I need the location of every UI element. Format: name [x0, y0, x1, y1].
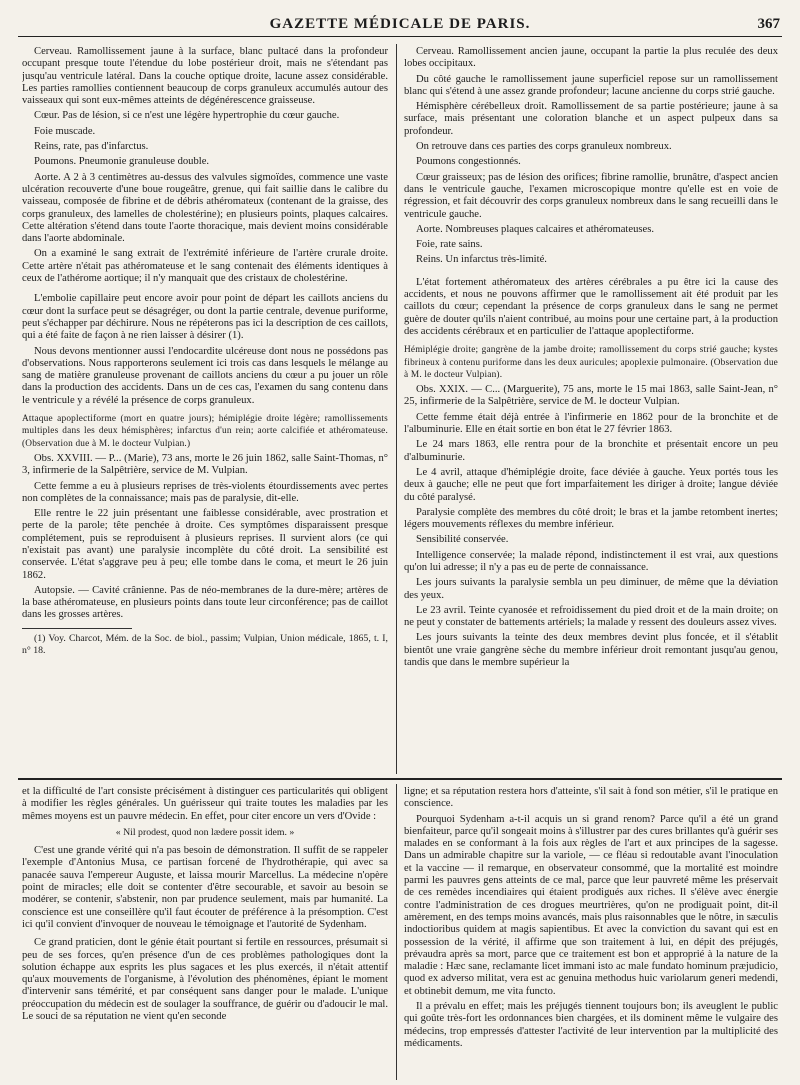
column-divider — [396, 44, 397, 774]
paragraph: Cœur graisseux; pas de lésion des orifices; fibrine ramollie, brunâtre, d'aspect ancien dans le ventricule gauche, l'examen microscopique montre qu'elle est en voie de régression, et fait découvrir des corps granuleux nombreux dans le sang recueilli dans le ventricule gauche. — [404, 171, 778, 220]
paragraph: Poumons congestionnés. — [416, 156, 521, 168]
paragraph: Foie, rate sains. — [416, 239, 483, 251]
section-divider — [18, 778, 782, 780]
paragraph: Il a prévalu en effet; mais les préjugés tiennent toujours bon; ils aveuglent le public qui goûte très-fort les ordonnances bien chargées, et ils dominent même le vulgaire des médecins, trop empressés d'attester l'activité de leur intervention par la multiplicité des médicaments. — [404, 1001, 778, 1049]
paragraph: Hémisphère cérébelleux droit. Ramollissement de sa partie postérieure; jaune à sa surface, mais présentant une coloration blanche et un aspect pulpeux dans sa profondeur. — [404, 101, 778, 137]
paragraph: Obs. XXIX. — C... (Marguerite), 75 ans, morte le 15 mai 1863, salle Saint-Jean, n° 25, infirmerie de la Salpêtrière, service de M. le docteur Vulpian. — [404, 384, 778, 408]
paragraph: Cette femme a eu à plusieurs reprises de très-violents étourdissements avec pertes non complètes de la connaissance; mais pas de paralysie, dit-elle. — [22, 480, 388, 504]
paragraph: Intelligence conservée; la malade répond, indistinctement il est vrai, aux questions qu'on lui adresse; il n'y a pas eu de perte de connaissance. — [404, 549, 778, 573]
bottom-left-column — [22, 786, 388, 1078]
paragraph: C'est une grande vérité qui n'a pas besoin de démonstration. Il suffit de se rappeler l'exemple d'Antonius Musa, ce partisan forcené de l'hydrothérapie, qui avec sa panacée sauva l'empereur Auguste, et laissa mourir Marcellus. La médecine n'opère point de miracles; elle doit se contenter d'être secourable, et savoir au besoin se modérer, se contenir, s'abstenir, non par prudence seulement, mais par humanité. La conscience est une conseillère qu'il faut écouter de préférence à la présomption. C'est ici qu'il convient d'invoquer de nouveau le témoignage et l'autorité de Sydenham. — [22, 845, 388, 930]
paragraph: Autopsie. — Cavité crânienne. Pas de néo-membranes de la dure-mère; artères de la base athéromateuse, en plusieurs points dans toute leur circonférence; pas de caillot dans les grosses artères. — [22, 584, 388, 621]
page-number: 367 — [757, 16, 780, 32]
paragraph: Cerveau. Ramollissement jaune à la surface, blanc pultacé dans la profondeur occupant presque toute l'étendue du lobe postérieur droit, mais ne s'étendant pas jusqu'au ventricule latéral. Dans la couche optique droite, lacune assez considérable. Les parties ramollies contiennent beaucoup de corps granuleux accumulés autour des vaisseaux qui sont eux-mêmes atteints de dégénérescence graisseuse. — [22, 46, 388, 107]
paragraph: Le 24 mars 1863, elle rentra pour de la bronchite et présentait encore un peu d'albuminurie. — [404, 439, 778, 463]
paragraph: ligne; et sa réputation restera hors d'atteinte, s'il sait à fond son métier, s'il le pratique en conscience. — [404, 786, 778, 810]
page-header — [18, 14, 782, 37]
paragraph: Le 4 avril, attaque d'hémiplégie droite, face déviée à gauche. Yeux portés tous les deux à gauche; elle ne peut que fort imparfaitement les diriger à droite; langue déviée du côté paralysé. — [404, 466, 778, 503]
bottom-right-column — [404, 786, 778, 1078]
paragraph: Ce grand praticien, dont le génie était pourtant si fertile en ressources, présumait si peu de ses forces, qu'en présence d'un de ces problèmes pathologiques dont la solution échappe aux esprits les plus sagaces et les plus exercés, il n'était attentif qu'aux mouvements de l'organisme, à l'évolution des phénomènes, épiant le moment d'intervenir sans témérité, et par conséquent sans danger pour le malade. L'unique préoccupation du médecin est de soulager la souffrance, de guérir ou d'adoucir le mal. Le souci de sa réputation ne vient qu'en seconde — [22, 937, 388, 1023]
top-left-column — [22, 46, 388, 774]
paragraph: Le 23 avril. Teinte cyanosée et refroidissement du pied droit et de la main droite; on ne peut y constater de battements artériels; la malade y ressent des douleurs assez vives. — [404, 604, 778, 629]
paragraph: Poumons. Pneumonie granuleuse double. — [34, 156, 210, 168]
paragraph: Du côté gauche le ramollissement jaune superficiel repose sur un ramollissement blanc qui s'étend à une assez grande profondeur; lacune ancienne du corps strié gauche. — [404, 73, 778, 97]
paragraph: Cerveau. Ramollissement ancien jaune, occupant la partie la plus reculée des deux lobes occipitaux. — [404, 46, 778, 70]
paragraph: Nous devons mentionner aussi l'endocardite ulcéreuse dont nous ne possédons pas d'observations. Nous rapporterons seulement ici trois cas dans lesquels le mélange au sang de matière granuleuse provenant de caillots anciens du cœur a pu jouer un rôle dans la production des accidents. Dans un de ces cas, l'examen du sang contenu dans le ventricule y a révélé la présence de corps granuleux. — [22, 345, 388, 406]
quotation: « Nil prodest, quod non lædere possit idem. » — [115, 826, 295, 838]
paragraph: Aorte. Nombreuses plaques calcaires et athéromateuses. — [416, 223, 654, 235]
paragraph: Les jours suivants la teinte des deux membres devint plus foncée, et il s'établit bientôt une vraie gangrène sèche du membre inférieur droit remontant jusqu'au genou, tandis que dans le membre supérieur la — [404, 632, 778, 669]
paragraph: Paralysie complète des membres du côté droit; le bras et la jambe retombent inertes; légers mouvements réflexes du membre inférieur. — [404, 506, 778, 531]
footnote: (1) Voy. Charcot, Mém. de la Soc. de biol., passim; Vulpian, Union médicale, 1865, t. I, n° 18. — [22, 632, 388, 657]
paragraph: Cœur. Pas de lésion, si ce n'est une légère hypertrophie du cœur gauche. — [34, 110, 340, 122]
paragraph: L'embolie capillaire peut encore avoir pour point de départ les caillots anciens du cœur dont la surface peut se désagréger, ou dont la partie centrale, devenue puriforme, peut s'échapper par déchirure. Nous ne répéterons pas ici la description de ces caillots, qui a été faite de façon à ne rien laisser à désirer (1). — [22, 293, 388, 342]
footnote-divider — [22, 628, 132, 629]
paragraph: Aorte. A 2 à 3 centimètres au-dessus des valvules sigmoïdes, commence une vaste ulcération recouverte d'une boue rougeâtre, grenue, qui fait saillie dans le calibre du vaisseau, composée de fibrine et de débris athéromateux (contenant de la graisse, des corps granuleux, des lamelles de cholestérine); en plusieurs points, plaques calcaires. Cette altération s'étend dans toute l'aorte thoracique, mais devient moins considérable dans l'aorte abdominale. — [22, 171, 388, 245]
paragraph: Elle rentre le 22 juin présentant une faiblesse considérable, avec prostration et perte de la parole; tête penchée à droite. Ces symptômes disparaissent presque complétement, puis se reproduisent à plusieurs reprises. Il survient alors (ce qui n'existait pas avant) une paralysie incomplète du côté droit. La sensibilité est conservée. L'état s'aggrave peu à peu; elle tombe dans le coma, et meurt le 26 juin 1862. — [22, 508, 388, 581]
paragraph: Foie muscade. — [34, 125, 96, 137]
paragraph: et la difficulté de l'art consiste précisément à distinguer ces particularités qui obligent à modifier les règles générales. Un guérisseur qui traite toutes les maladies par les mêmes moyens est un pauvre médecin. En effet, pour citer encore un vers d'Ovide : — [22, 786, 388, 822]
paragraph: Reins. Un infarctus très-limité. — [416, 254, 547, 266]
column-divider — [396, 784, 397, 1080]
top-right-column — [404, 46, 778, 774]
observation-heading: Hémiplégie droite; gangrène de la jambe droite; ramollissement du corps strié gauche; kystes fibrineux à contenu puriforme dans les deux auricules; apoplexie pulmonaire. (Observation due à M. le docteur Vulpian). — [404, 345, 778, 380]
paragraph: Sensibilité conservée. — [416, 534, 509, 546]
observation-heading: Attaque apoplectiforme (mort en quatre jours); hémiplégie droite légère; ramollissements multiples dans les deux hémisphères; infarctus d'un rein; aorte calcifiée et athéromateuse. (Observation due à M. le docteur Vulpian.) — [22, 414, 388, 449]
journal-title: GAZETTE MÉDICALE DE PARIS. — [269, 16, 531, 32]
paragraph: Pourquoi Sydenham a-t-il acquis un si grand renom? Parce qu'il a été un grand bienfaiteur, parce qu'il songeait moins à s'illustrer par des cures brillantes qu'à guérir ses malades en se conformant à la fois aux règles de l'art et aux principes de la sagesse. Dans un admirable chapitre sur la variole, — ce fléau si redoutable avant l'inoculation et la vaccine — il remarque, en observateur consommé, que la mortalité est moindre parmi les pauvres gens atteints de ce mal, parce que leur pauvreté même les préservait de ces remèdes incendiaires qui étaient prodigués aux riches. Il s'élève avec énergie contre l'administration de ces drogues meurtrières, qu'on ne prodiguait point, dit-il amèrement, en des temps moins avancés, mais plus raisonnables que le nôtre, in sæculis indoctioribus quidem at magis sapientibus. Et avec la conviction du savant qui est en possession de la vérité, il affirme que son traitement à lui, en dépit des préjugés, prévaudra après sa mort, parce que ce traitement est bon et approprié à la nature de la maladie : Hæc sane, reclamante licet immani isto ac male fundato hominum præjudicio, quod ex adverso militat, vera est ac genuina methodus huic variolarum generi medendi, et obtinebit demum, me vita functo. — [404, 813, 778, 997]
paragraph: On retrouve dans ces parties des corps granuleux nombreux. — [416, 141, 672, 153]
paragraph: Reins, rate, pas d'infarctus. — [34, 141, 149, 153]
paragraph: Cette femme était déjà entrée à l'infirmerie en 1862 pour de la bronchite et de l'albuminurie. Elle en était sortie en bon état le 27 février 1863. — [404, 411, 778, 436]
paragraph: On a examiné le sang extrait de l'extrémité inférieure de l'artère crurale droite. Cette artère n'était pas athéromateuse et le sang contenait des éléments identiques à ceux de l'athérome aortique; il n'y manquait que des cristaux de cholestérine. — [22, 248, 388, 285]
paragraph: L'état fortement athéromateux des artères cérébrales a pu être ici la cause des accidents, et nous ne pouvons affirmer que le ramollissement ait été produit par les caillots du cœur; cependant la présence de corps granuleux dans le sang ne permet guère de douter qu'ils n'aient contribué, au moins pour une certaine part, à la production des accidents cérébraux et en particulier de l'attaque apoplectiforme. — [404, 276, 778, 337]
paragraph: Les jours suivants la paralysie sembla un peu diminuer, de même que la déviation des yeux. — [404, 577, 778, 601]
paragraph: Obs. XXVIII. — P... (Marie), 73 ans, morte le 26 juin 1862, salle Saint-Thomas, n° 3, infirmerie de la Salpêtrière, service de M. Vulpian. — [22, 452, 388, 477]
